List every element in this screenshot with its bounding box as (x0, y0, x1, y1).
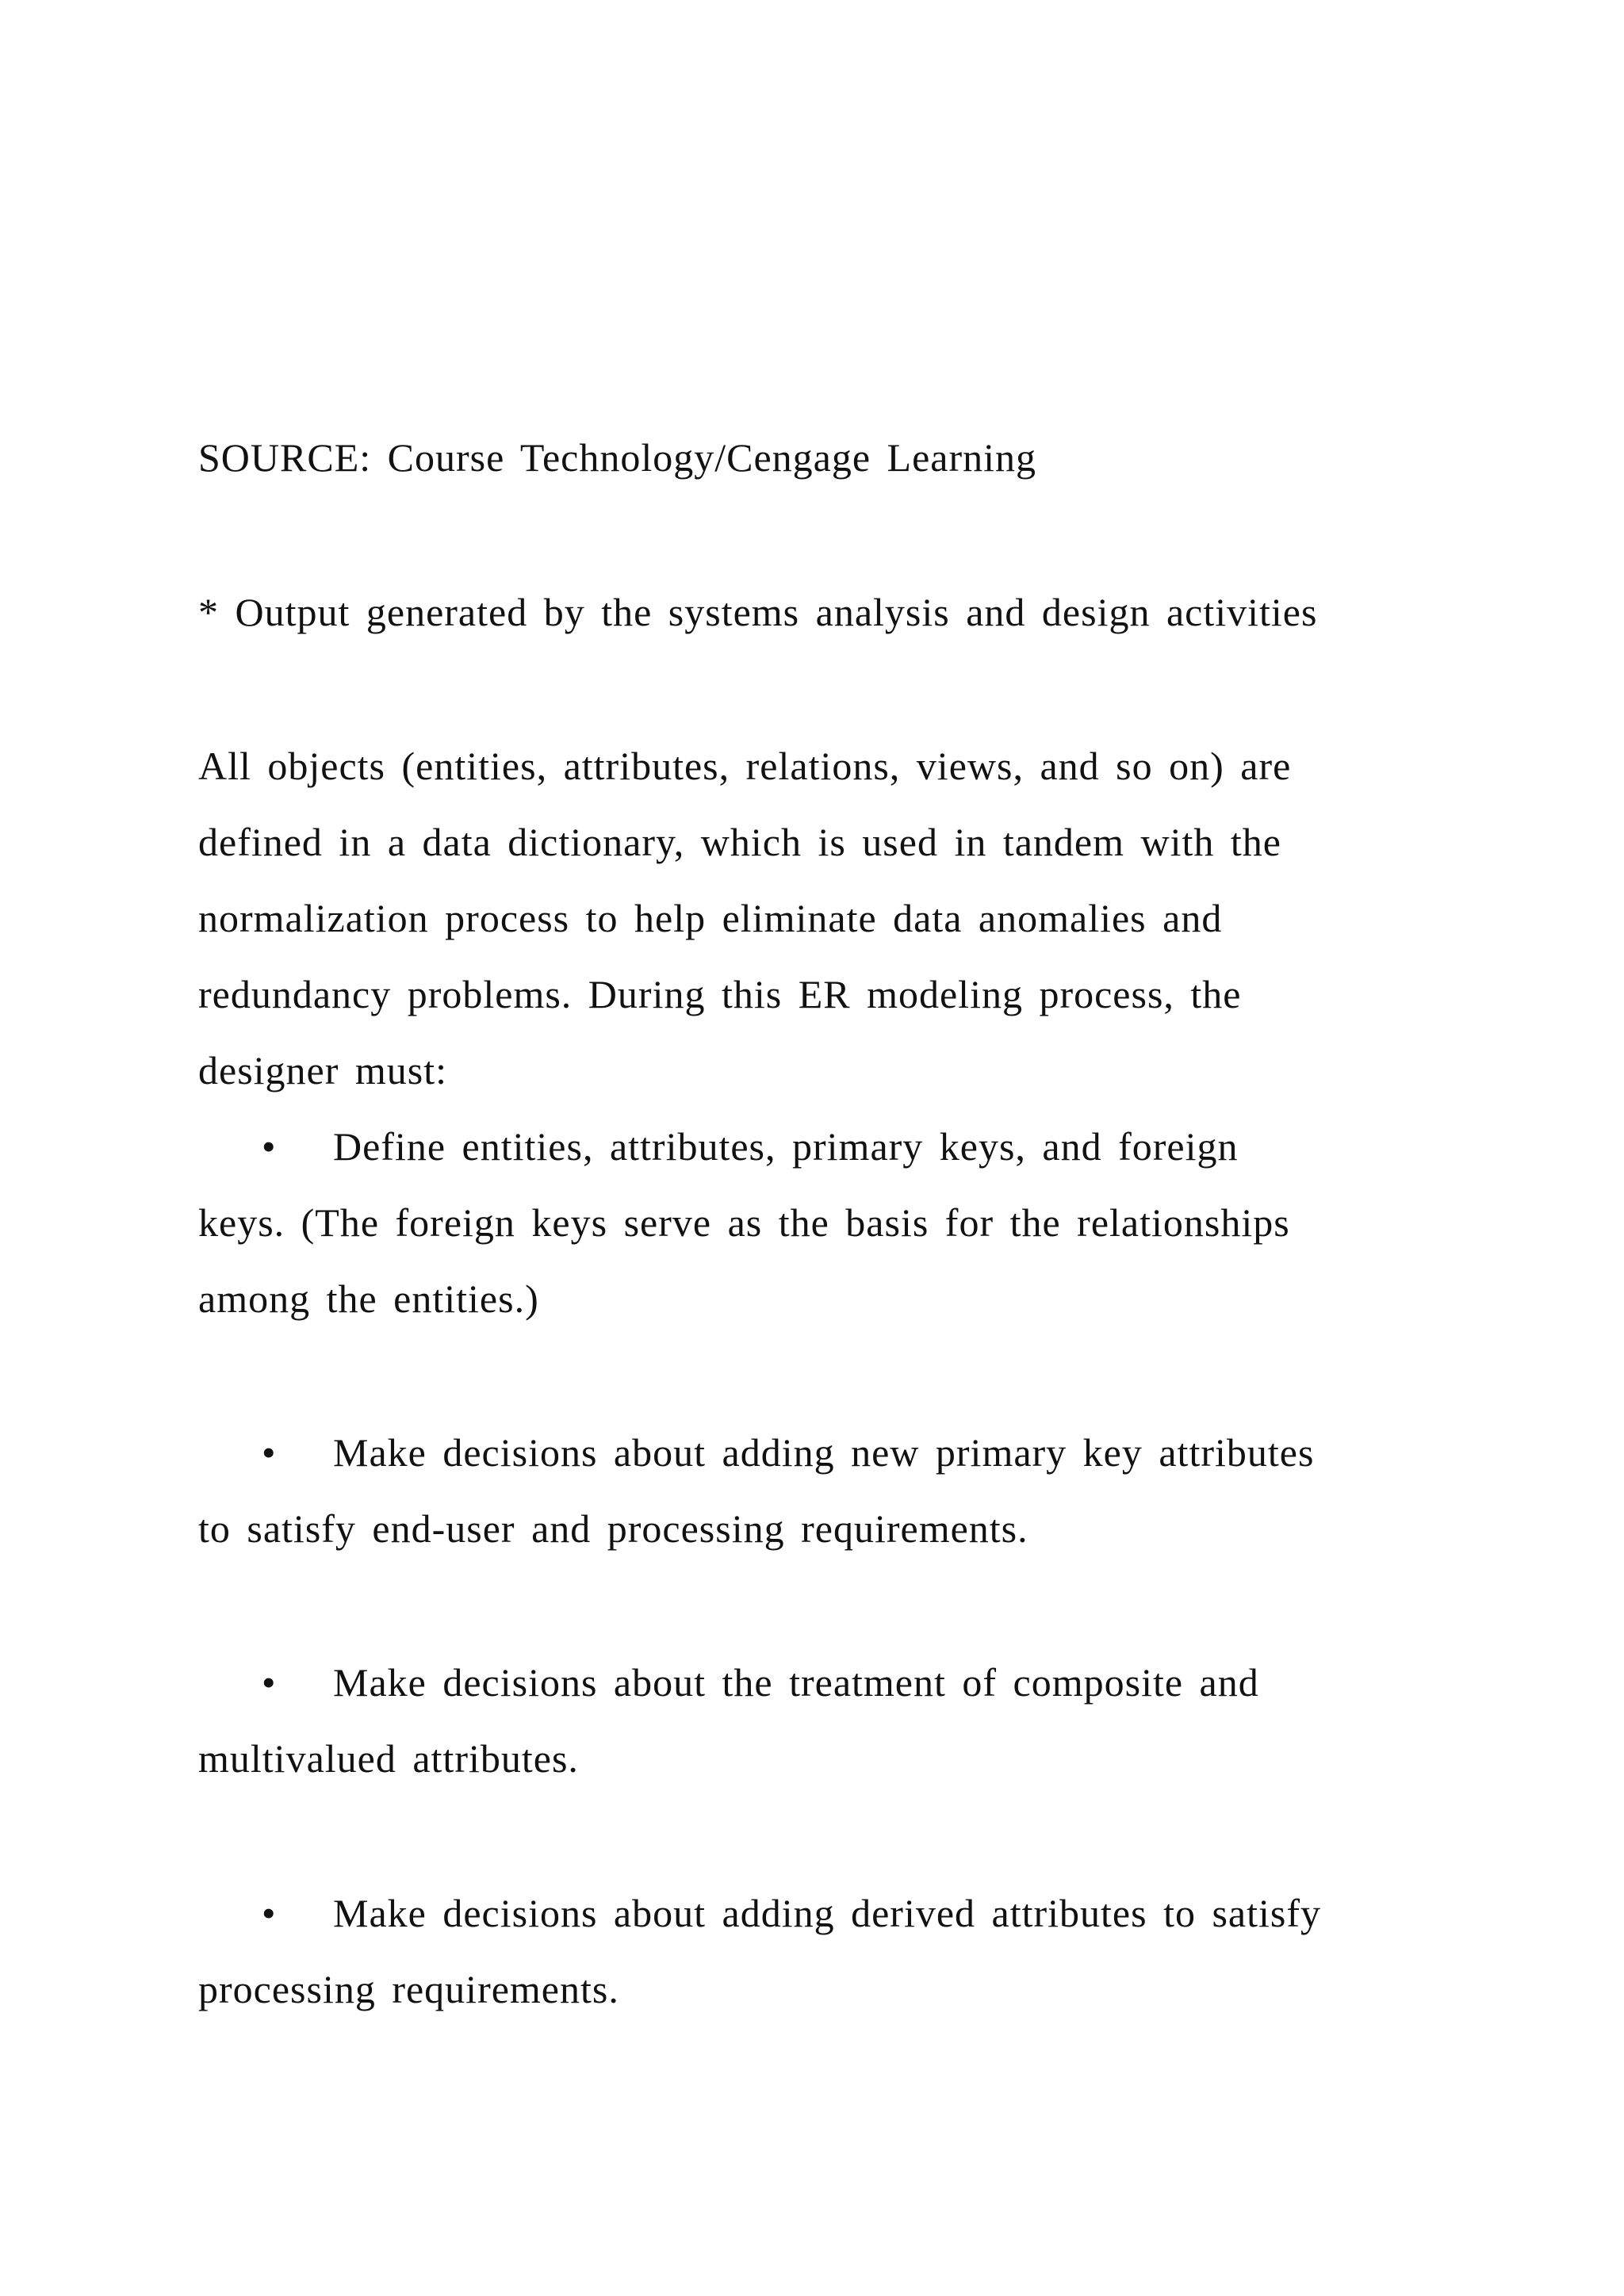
bullet-continuation: among the entities.) (198, 1276, 539, 1321)
bullet-text: Make decisions about adding new primary key attributes (333, 1430, 1315, 1475)
bullet-icon: • (262, 1124, 277, 1169)
paragraph-line: redundancy problems. During this ER modeling process, the (198, 972, 1242, 1016)
paragraph-line: All objects (entities, attributes, relations, views, and so on) are (198, 744, 1292, 788)
output-note: * Output generated by the systems analysis and design activities (198, 590, 1318, 634)
bullet-text: Make decisions about adding derived attributes to satisfy (333, 1891, 1322, 1935)
paragraph-line: normalization process to help eliminate data anomalies and (198, 896, 1223, 940)
bullet-icon: • (262, 1891, 277, 1935)
bullet-text: Make decisions about the treatment of composite and (333, 1660, 1259, 1705)
bullet-icon: • (262, 1660, 277, 1705)
bullet-continuation: to satisfy end-user and processing requirements. (198, 1506, 1028, 1551)
source-line: SOURCE: Course Technology/Cengage Learning (198, 435, 1037, 480)
bullet-continuation: processing requirements. (198, 1967, 619, 2011)
bullet-continuation: multivalued attributes. (198, 1736, 579, 1781)
bullet-continuation: keys. (The foreign keys serve as the basis for the relationships (198, 1200, 1290, 1245)
bullet-text: Define entities, attributes, primary keys, and foreign (333, 1124, 1239, 1169)
paragraph-line: defined in a data dictionary, which is used in tandem with the (198, 820, 1281, 864)
paragraph-line: designer must: (198, 1048, 448, 1093)
bullet-icon: • (262, 1430, 277, 1475)
